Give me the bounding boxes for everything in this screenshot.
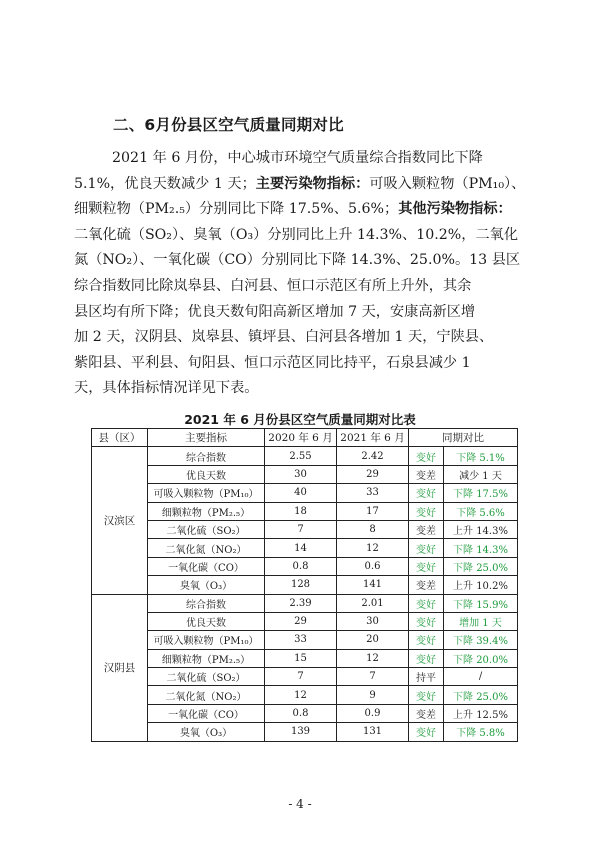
indicator-cell: 一氧化碳（CO） — [148, 557, 265, 575]
change-cell: 下降 17.5% — [444, 484, 518, 502]
table-row — [92, 594, 518, 612]
trend-cell: 变好 — [409, 447, 444, 465]
paragraph-text: 可吸入颗粒物（PM₁₀）、 — [369, 175, 526, 192]
paragraph-line — [74, 197, 532, 223]
paragraph-line — [74, 325, 532, 351]
value-2021-cell: 131 — [337, 723, 409, 741]
value-2020-cell: 0.8 — [265, 704, 337, 722]
table-row — [92, 704, 518, 722]
trend-cell: 变好 — [409, 502, 444, 520]
value-2021-cell: 12 — [337, 649, 409, 667]
value-2020-cell: 139 — [265, 723, 337, 741]
value-2021-cell: 29 — [337, 465, 409, 483]
indicator-cell: 优良天数 — [148, 465, 265, 483]
table-row — [92, 631, 518, 649]
header-2020: 2020 年 6 月 — [265, 429, 337, 447]
table-row — [92, 723, 518, 741]
table-row — [92, 484, 518, 502]
paragraph-line — [74, 146, 532, 172]
table-row — [92, 686, 518, 704]
trend-cell: 持平 — [409, 668, 444, 686]
trend-cell: 变差 — [409, 576, 444, 594]
change-cell: 下降 39.4% — [444, 631, 518, 649]
trend-cell: 变差 — [409, 704, 444, 722]
table-row — [92, 539, 518, 557]
body-paragraph — [74, 146, 532, 402]
header-2021: 2021 年 6 月 — [337, 429, 409, 447]
indicator-cell: 二氧化硫（SO₂） — [148, 520, 265, 538]
paragraph-text: 紫阳县、平利县、旬阳县、恒口示范区同比持平，石泉县减少 1 — [74, 354, 471, 371]
paragraph-line — [74, 274, 532, 300]
trend-cell: 变好 — [409, 723, 444, 741]
value-2021-cell: 9 — [337, 686, 409, 704]
change-cell: 下降 5.6% — [444, 502, 518, 520]
paragraph-text: 天，具体指标情况详见下表。 — [74, 380, 259, 397]
change-cell: 下降 14.3% — [444, 539, 518, 557]
table-row — [92, 465, 518, 483]
region-cell: 汉滨区 — [92, 447, 148, 594]
trend-cell: 变好 — [409, 631, 444, 649]
paragraph-text: 其他污染物指标： — [398, 201, 512, 218]
change-cell: / — [444, 668, 518, 686]
trend-cell: 变好 — [409, 686, 444, 704]
table-header-row — [92, 429, 518, 447]
change-cell: 下降 20.0% — [444, 649, 518, 667]
paragraph-text: 2021 年 6 月份，中心城市环境空气质量综合指数同比下降 — [112, 150, 483, 166]
paragraph-line — [74, 351, 532, 377]
table-row — [92, 612, 518, 630]
table-row — [92, 557, 518, 575]
trend-cell: 变好 — [409, 539, 444, 557]
paragraph-text: 5.1%，优良天数减少 1 天； — [74, 175, 256, 192]
value-2020-cell: 7 — [265, 668, 337, 686]
indicator-cell: 二氧化硫（SO₂） — [148, 668, 265, 686]
table-row — [92, 668, 518, 686]
header-compare: 同期对比 — [409, 429, 518, 447]
trend-cell: 变好 — [409, 649, 444, 667]
change-cell: 上升 14.3% — [444, 520, 518, 538]
page-number: - 4 - — [288, 797, 312, 811]
paragraph-text: 加 2 天，汉阴县、岚皋县、镇坪县、白河县各增加 1 天，宁陕县、 — [74, 329, 494, 346]
trend-cell: 变好 — [409, 612, 444, 630]
paragraph-line — [74, 223, 532, 249]
paragraph-text: 细颗粒物（PM₂.₅）分别同比下降 17.5%、5.6%； — [74, 201, 399, 218]
value-2021-cell: 0.9 — [337, 704, 409, 722]
indicator-cell: 综合指数 — [148, 447, 265, 465]
indicator-cell: 臭氧（O₃） — [148, 723, 265, 741]
value-2020-cell: 2.55 — [265, 447, 337, 465]
value-2020-cell: 40 — [265, 484, 337, 502]
value-2020-cell: 15 — [265, 649, 337, 667]
trend-cell: 变差 — [409, 465, 444, 483]
value-2021-cell: 12 — [337, 539, 409, 557]
value-2021-cell: 30 — [337, 612, 409, 630]
paragraph-line — [74, 376, 532, 402]
section-heading: 二、6月份县区空气质量同期对比 — [113, 116, 344, 134]
change-cell: 下降 15.9% — [444, 594, 518, 612]
table-row — [92, 576, 518, 594]
table-row — [92, 520, 518, 538]
change-cell: 下降 5.1% — [444, 447, 518, 465]
value-2020-cell: 12 — [265, 686, 337, 704]
value-2021-cell: 8 — [337, 520, 409, 538]
trend-cell: 变差 — [409, 520, 444, 538]
value-2021-cell: 0.6 — [337, 557, 409, 575]
value-2020-cell: 14 — [265, 539, 337, 557]
change-cell: 下降 25.0% — [444, 557, 518, 575]
indicator-cell: 细颗粒物（PM₂.₅） — [148, 502, 265, 520]
value-2021-cell: 17 — [337, 502, 409, 520]
value-2020-cell: 7 — [265, 520, 337, 538]
value-2021-cell: 2.42 — [337, 447, 409, 465]
change-cell: 减少 1 天 — [444, 465, 518, 483]
trend-cell: 变好 — [409, 594, 444, 612]
value-2020-cell: 2.39 — [265, 594, 337, 612]
indicator-cell: 优良天数 — [148, 612, 265, 630]
paragraph-line — [74, 300, 532, 326]
value-2020-cell: 33 — [265, 631, 337, 649]
table-row — [92, 447, 518, 465]
indicator-cell: 二氧化氮（NO₂） — [148, 686, 265, 704]
value-2021-cell: 7 — [337, 668, 409, 686]
indicator-cell: 综合指数 — [148, 594, 265, 612]
paragraph-line — [74, 248, 532, 274]
paragraph-text: 县区均有所下降；优良天数旬阳高新区增加 7 天，安康高新区增 — [74, 303, 476, 320]
change-cell: 下降 5.8% — [444, 723, 518, 741]
region-cell: 汉阴县 — [92, 594, 148, 741]
value-2021-cell: 141 — [337, 576, 409, 594]
paragraph-text: 综合指数同比除岚皋县、白河县、恒口示范区有所上升外，其余 — [74, 277, 472, 294]
paragraph-text: 主要污染物指标： — [255, 175, 370, 192]
indicator-cell: 可吸入颗粒物（PM₁₀） — [148, 484, 265, 502]
change-cell: 上升 10.2% — [444, 576, 518, 594]
indicator-cell: 臭氧（O₃） — [148, 576, 265, 594]
value-2021-cell: 2.01 — [337, 594, 409, 612]
value-2020-cell: 30 — [265, 465, 337, 483]
indicator-cell: 可吸入颗粒物（PM₁₀） — [148, 631, 265, 649]
trend-cell: 变好 — [409, 484, 444, 502]
indicator-cell: 一氧化碳（CO） — [148, 704, 265, 722]
trend-cell: 变好 — [409, 557, 444, 575]
value-2020-cell: 128 — [265, 576, 337, 594]
table-row — [92, 502, 518, 520]
change-cell: 下降 25.0% — [444, 686, 518, 704]
paragraph-text: 二氧化硫（SO₂）、臭氧（O₃）分别同比上升 14.3%、10.2%，二氧化 — [74, 226, 519, 243]
indicator-cell: 细颗粒物（PM₂.₅） — [148, 649, 265, 667]
value-2020-cell: 29 — [265, 612, 337, 630]
header-indicator: 主要指标 — [148, 429, 265, 447]
paragraph-line — [74, 172, 532, 198]
table-row — [92, 649, 518, 667]
header-region: 县（区） — [92, 429, 148, 447]
value-2021-cell: 20 — [337, 631, 409, 649]
paragraph-text: 氮（NO₂）、一氧化碳（CO）分别同比下降 14.3%、25.0%。13 县区 — [74, 252, 521, 269]
table-caption: 2021 年 6 月份县区空气质量同期对比表 — [184, 412, 416, 427]
air-quality-table — [91, 428, 518, 742]
change-cell: 上升 12.5% — [444, 704, 518, 722]
value-2020-cell: 18 — [265, 502, 337, 520]
change-cell: 增加 1 天 — [444, 612, 518, 630]
value-2020-cell: 0.8 — [265, 557, 337, 575]
indicator-cell: 二氧化氮（NO₂） — [148, 539, 265, 557]
value-2021-cell: 33 — [337, 484, 409, 502]
